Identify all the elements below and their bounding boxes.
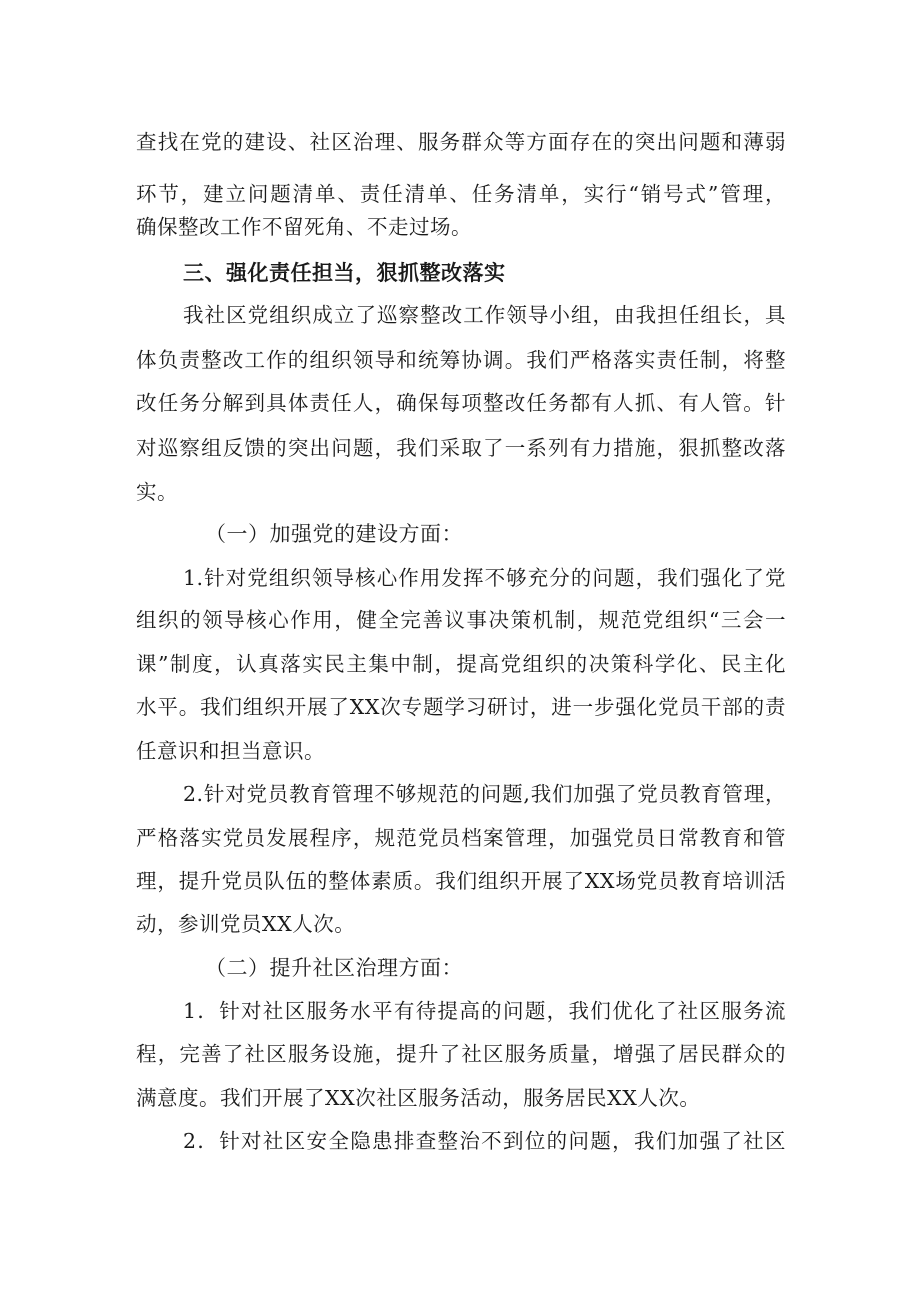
paragraph-line: 1．针对社区服务水平有待提高的问题，我们优化了社区服务流 — [183, 999, 786, 1023]
subsection-heading: （一）加强党的建设方面： — [205, 522, 463, 546]
paragraph-line: 严格落实党员发展程序，规范党员档案管理，加强党员日常教育和管 — [136, 826, 786, 850]
section-heading: 三、强化责任担当，狠抓整改落实 — [183, 261, 506, 285]
paragraph-line: 满意度。我们开展了XX次社区服务活动，服务居民XX人次。 — [136, 1086, 701, 1110]
paragraph-line: 理，提升党员队伍的整体素质。我们组织开展了XX场党员教育培训活 — [136, 869, 786, 893]
paragraph-line: 对巡察组反馈的突出问题，我们采取了一系列有力措施，狠抓整改落 — [136, 436, 786, 460]
paragraph-line: 任意识和担当意识。 — [136, 739, 325, 763]
subsection-heading: （二）提升社区治理方面： — [205, 956, 463, 980]
paragraph-line: 改任务分解到具体责任人，确保每项整改任务都有人抓、有人管。针 — [136, 391, 786, 415]
paragraph-line: 查找在党的建设、社区治理、服务群众等方面存在的突出问题和薄弱 — [136, 130, 786, 154]
paragraph-line: 1.针对党组织领导核心作用发挥不够充分的问题，我们强化了党 — [183, 566, 786, 590]
paragraph-line: 2.针对党员教育管理不够规范的问题,我们加强了党员教育管理， — [183, 782, 786, 806]
paragraph-line: 课”制度，认真落实民主集中制，提高党组织的决策科学化、民主化 — [136, 652, 786, 676]
paragraph-line: 组织的领导核心作用，健全完善议事决策机制，规范党组织“三会一 — [136, 608, 786, 632]
paragraph-line: 确保整改工作不留死角、不走过场。 — [136, 215, 472, 239]
paragraph-line: 环节，建立问题清单、责任清单、任务清单，实行“销号式”管理， — [136, 182, 786, 206]
paragraph-line: 体负责整改工作的组织领导和统筹协调。我们严格落实责任制，将整 — [136, 348, 786, 372]
paragraph-line: 2．针对社区安全隐患排查整治不到位的问题，我们加强了社区 — [183, 1129, 786, 1153]
paragraph-line: 程，完善了社区服务设施，提升了社区服务质量，增强了居民群众的 — [136, 1042, 786, 1066]
paragraph-line: 水平。我们组织开展了XX次专题学习研讨，进一步强化党员干部的责 — [136, 695, 786, 719]
paragraph-line: 我社区党组织成立了巡察整改工作领导小组，由我担任组长，具 — [183, 303, 786, 327]
paragraph-line: 实。 — [136, 480, 178, 504]
paragraph-line: 动，参训党员XX人次。 — [136, 912, 356, 936]
